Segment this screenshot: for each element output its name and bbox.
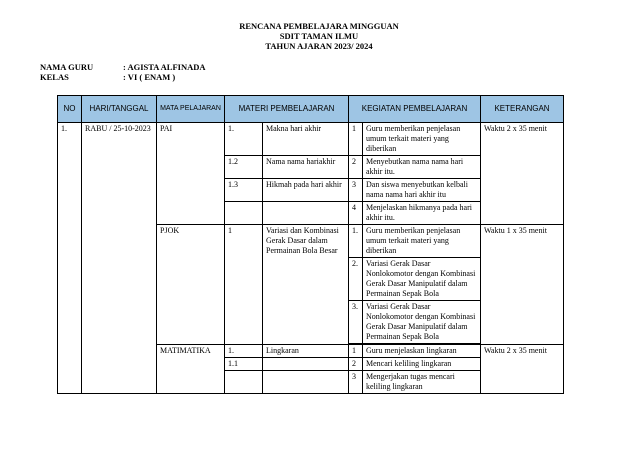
materi-number: 1. [225,123,263,156]
materi-text: Makna hari akhir [263,123,349,156]
activity-text: Mengerjakan tugas mencari keliling lingkaran [363,371,481,394]
teacher-info [40,62,206,72]
subject-notes: Waktu 1 x 35 menit [481,225,564,345]
subject-name: PJOK [157,225,225,345]
activity-number: 3 [349,179,363,202]
header-day: HARI/TANGGAL [82,96,157,123]
activity-text: Guru memberikan penjelasan umum terkait materi yang diberikan [363,123,481,156]
activity-text: Dan siswa menyebutkan kelbali nama nama hari akhir itu [363,179,481,202]
header-notes: KETERANGAN [481,96,564,123]
activity-number: 1 [349,345,363,358]
activity-number: 3 [349,371,363,394]
materi-text: Hikmah pada hari akhir [263,179,349,202]
activity-text: Menjelaskan hikmanya pada hari akhir itu. [363,202,481,225]
teacher-label: NAMA GURU [40,62,94,72]
teacher-value: : AGISTA ALFINADA [123,62,206,72]
activity-number: 3. [349,301,363,344]
activity-text: Mencari keliling lingkaran [363,358,481,371]
materi-text: Lingkaran [263,345,349,358]
row-day: RABU / 25-10-2023 [82,123,157,394]
document-title: RENCANA PEMBELAJARA MINGGUAN [239,21,399,31]
row-number: 1. [58,123,82,394]
class-value: : VI ( ENAM ) [123,72,176,82]
materi-number: 1. [225,345,263,358]
table-row [58,123,564,156]
activity-text: Guru memberikan penjelasan umum terkait materi yang diberikan [363,225,481,258]
materi-number [225,202,263,225]
subject-notes: Waktu 2 x 35 menit [481,345,564,394]
materi-text [263,358,349,371]
header-subject: MATA PELAJARAN [157,96,225,123]
subject-notes: Waktu 2 x 35 menit [481,123,564,225]
materi-number: 1.1 [225,358,263,371]
subject-name: MATIMATIKA [157,345,225,394]
activity-number: 1. [349,225,363,258]
activity-text: Variasi Gerak Dasar Nonlokomotor dengan Kombinasi Gerak Dasar Manipulatif dalam Permainan Sepak Bola [363,301,481,344]
table-header-row [58,96,564,123]
class-info [40,72,175,82]
activity-text: Menyebutkan nama nama hari akhir itu. [363,156,481,179]
materi-number [225,371,263,394]
activity-number: 2 [349,358,363,371]
header-material: MATERI PEMBELAJARAN [225,96,349,123]
activity-text: Variasi Gerak Dasar Nonlokomotor dengan Kombinasi Gerak Dasar Manipulatif dalam Permainan Sepak Bola [363,258,481,301]
academic-year: TAHUN AJARAN 2023/ 2024 [265,41,373,51]
materi-text [263,202,349,225]
school-name: SDIT TAMAN ILMU [279,31,359,41]
activity-number: 2 [349,156,363,179]
lesson-plan-table [57,95,564,394]
materi-text: Variasi dan Kombinasi Gerak Dasar dalam Permainan Bola Besar [263,225,349,345]
activity-number: 2. [349,258,363,301]
class-label: KELAS [40,72,69,82]
activity-number: 4 [349,202,363,225]
activity-text: Guru menjelaskan lingkaran [363,345,481,358]
header-activity: KEGIATAN PEMBELAJARAN [349,96,481,123]
materi-number: 1.2 [225,156,263,179]
activity-number: 1 [349,123,363,156]
materi-text: Nama nama hariakhir [263,156,349,179]
header-no: NO [58,96,82,123]
materi-text [263,371,349,394]
materi-number: 1.3 [225,179,263,202]
materi-number: 1 [225,225,263,345]
subject-name: PAI [157,123,225,225]
